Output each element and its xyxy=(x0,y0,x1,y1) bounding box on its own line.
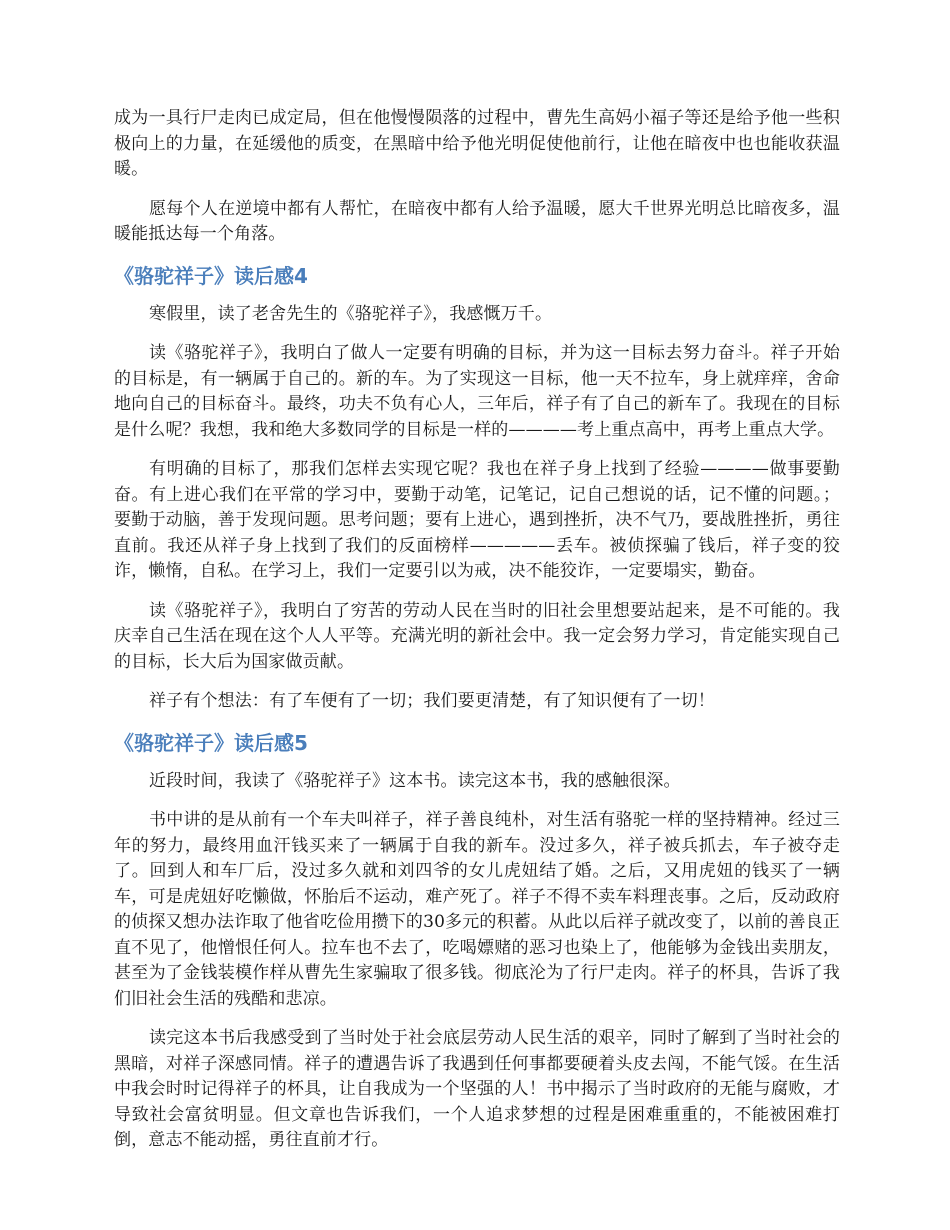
paragraph: 近段时间，我读了《骆驼祥子》这本书。读完这本书，我的感触很深。 xyxy=(149,770,681,791)
section-heading: 《骆驼祥子》读后感5 xyxy=(114,730,308,755)
paragraph: 读《骆驼祥子》，我明白了穷苦的劳动人民在当时的旧社会里想要站起来，是不可能的。我庆幸自己生活在现在这个人人平等。充满光明的新社会中。我一定会努力学习，肯定能实现自己的目标，长大后为国家做贡献。 xyxy=(114,600,840,672)
paragraph: 寒假里，读了老舍先生的《骆驼祥子》，我感慨万千。 xyxy=(149,303,553,324)
paragraph: 书中讲的是从前有一个车夫叫祥子，祥子善良纯朴，对生活有骆驼一样的坚持精神。经过三年的努力，最终用血汗钱买来了一辆属于自我的新车。没过多久，祥子被兵抓去，车子被夺走了。回到人和车厂后，没过多久就和刘四爷的女儿虎妞结了婚。之后，又用虎妞的钱买了一辆车，可是虎妞好吃懒做，怀胎后不运动，难产死了。祥子不得不卖车料理丧事。之后，反动政府的侦探又想办法诈取了他省吃俭用攒下的30多元的积蓄。从此以后祥子就改变了，以前的善良正直不见了，他憎恨任何人。拉车也不去了，吃喝嫖赌的恶习也染上了，他能够为金钱出卖朋友，甚至为了金钱装模作样从曹先生家骗取了很多钱。彻底沦为了行尸走肉。祥子的杯具，告诉了我们旧社会生活的残酷和悲凉。 xyxy=(114,810,840,1009)
document-page xyxy=(114,106,840,1168)
paragraph: 成为一具行尸走肉已成定局，但在他慢慢陨落的过程中，曹先生高妈小福子等还是给予他一些积极向上的力量，在延缓他的质变，在黑暗中给予他光明促使他前行，让他在暗夜中也也能收获温暖。 xyxy=(114,108,840,179)
section-heading: 《骆驼祥子》读后感4 xyxy=(114,263,308,288)
paragraph: 祥子有个想法：有了车便有了一切；我们要更清楚，有了知识便有了一切！ xyxy=(149,691,715,711)
paragraph: 愿每个人在逆境中都有人帮忙，在暗夜中都有人给予温暖，愿大千世界光明总比暗夜多，温暖能抵达每一个角落。 xyxy=(114,198,840,244)
paragraph: 读完这本书后我感受到了当时处于社会底层劳动人民生活的艰辛，同时了解到了当时社会的黑暗，对祥子深感同情。祥子的遭遇告诉了我遇到任何事都要硬着头皮去闯，不能气馁。在生活中我会时时记得祥子的杯具，让自我成为一个坚强的人！书中揭示了当时政府的无能与腐败，才导致社会富贫明显。但文章也告诉我们，一个人追求梦想的过程是困难重重的，不能被困难打倒，意志不能动摇，勇往直前才行。 xyxy=(114,1028,840,1150)
paragraph: 读《骆驼祥子》，我明白了做人一定要有明确的目标，并为这一目标去努力奋斗。祥子开始的目标是，有一辆属于自己的。新的车。为了实现这一目标，他一天不拉车，身上就痒痒，舍命地向自己的目标奋斗。最终，功夫不负有心人，三年后，祥子有了自己的新车了。我现在的目标是什么呢？我想，我和绝大多数同学的目标是一样的————考上重点高中，再考上重点大学。 xyxy=(114,343,840,440)
paragraph: 有明确的目标了，那我们怎样去实现它呢？我也在祥子身上找到了经验————做事要勤奋。有上进心我们在平常的学习中，要勤于动笔，记笔记，记自己想说的话，记不懂的问题。；要勤于动脑，善于发现问题。思考问题；要有上进心，遇到挫折，决不气乃，要战胜挫折，勇往直前。我还从祥子身上找到了我们的反面榜样—————丢车。被侦探骗了钱后，祥子变的狡诈，懒惰，自私。在学习上，我们一定要引以为戒，决不能狡诈，一定要塌实，勤奋。 xyxy=(114,459,840,581)
